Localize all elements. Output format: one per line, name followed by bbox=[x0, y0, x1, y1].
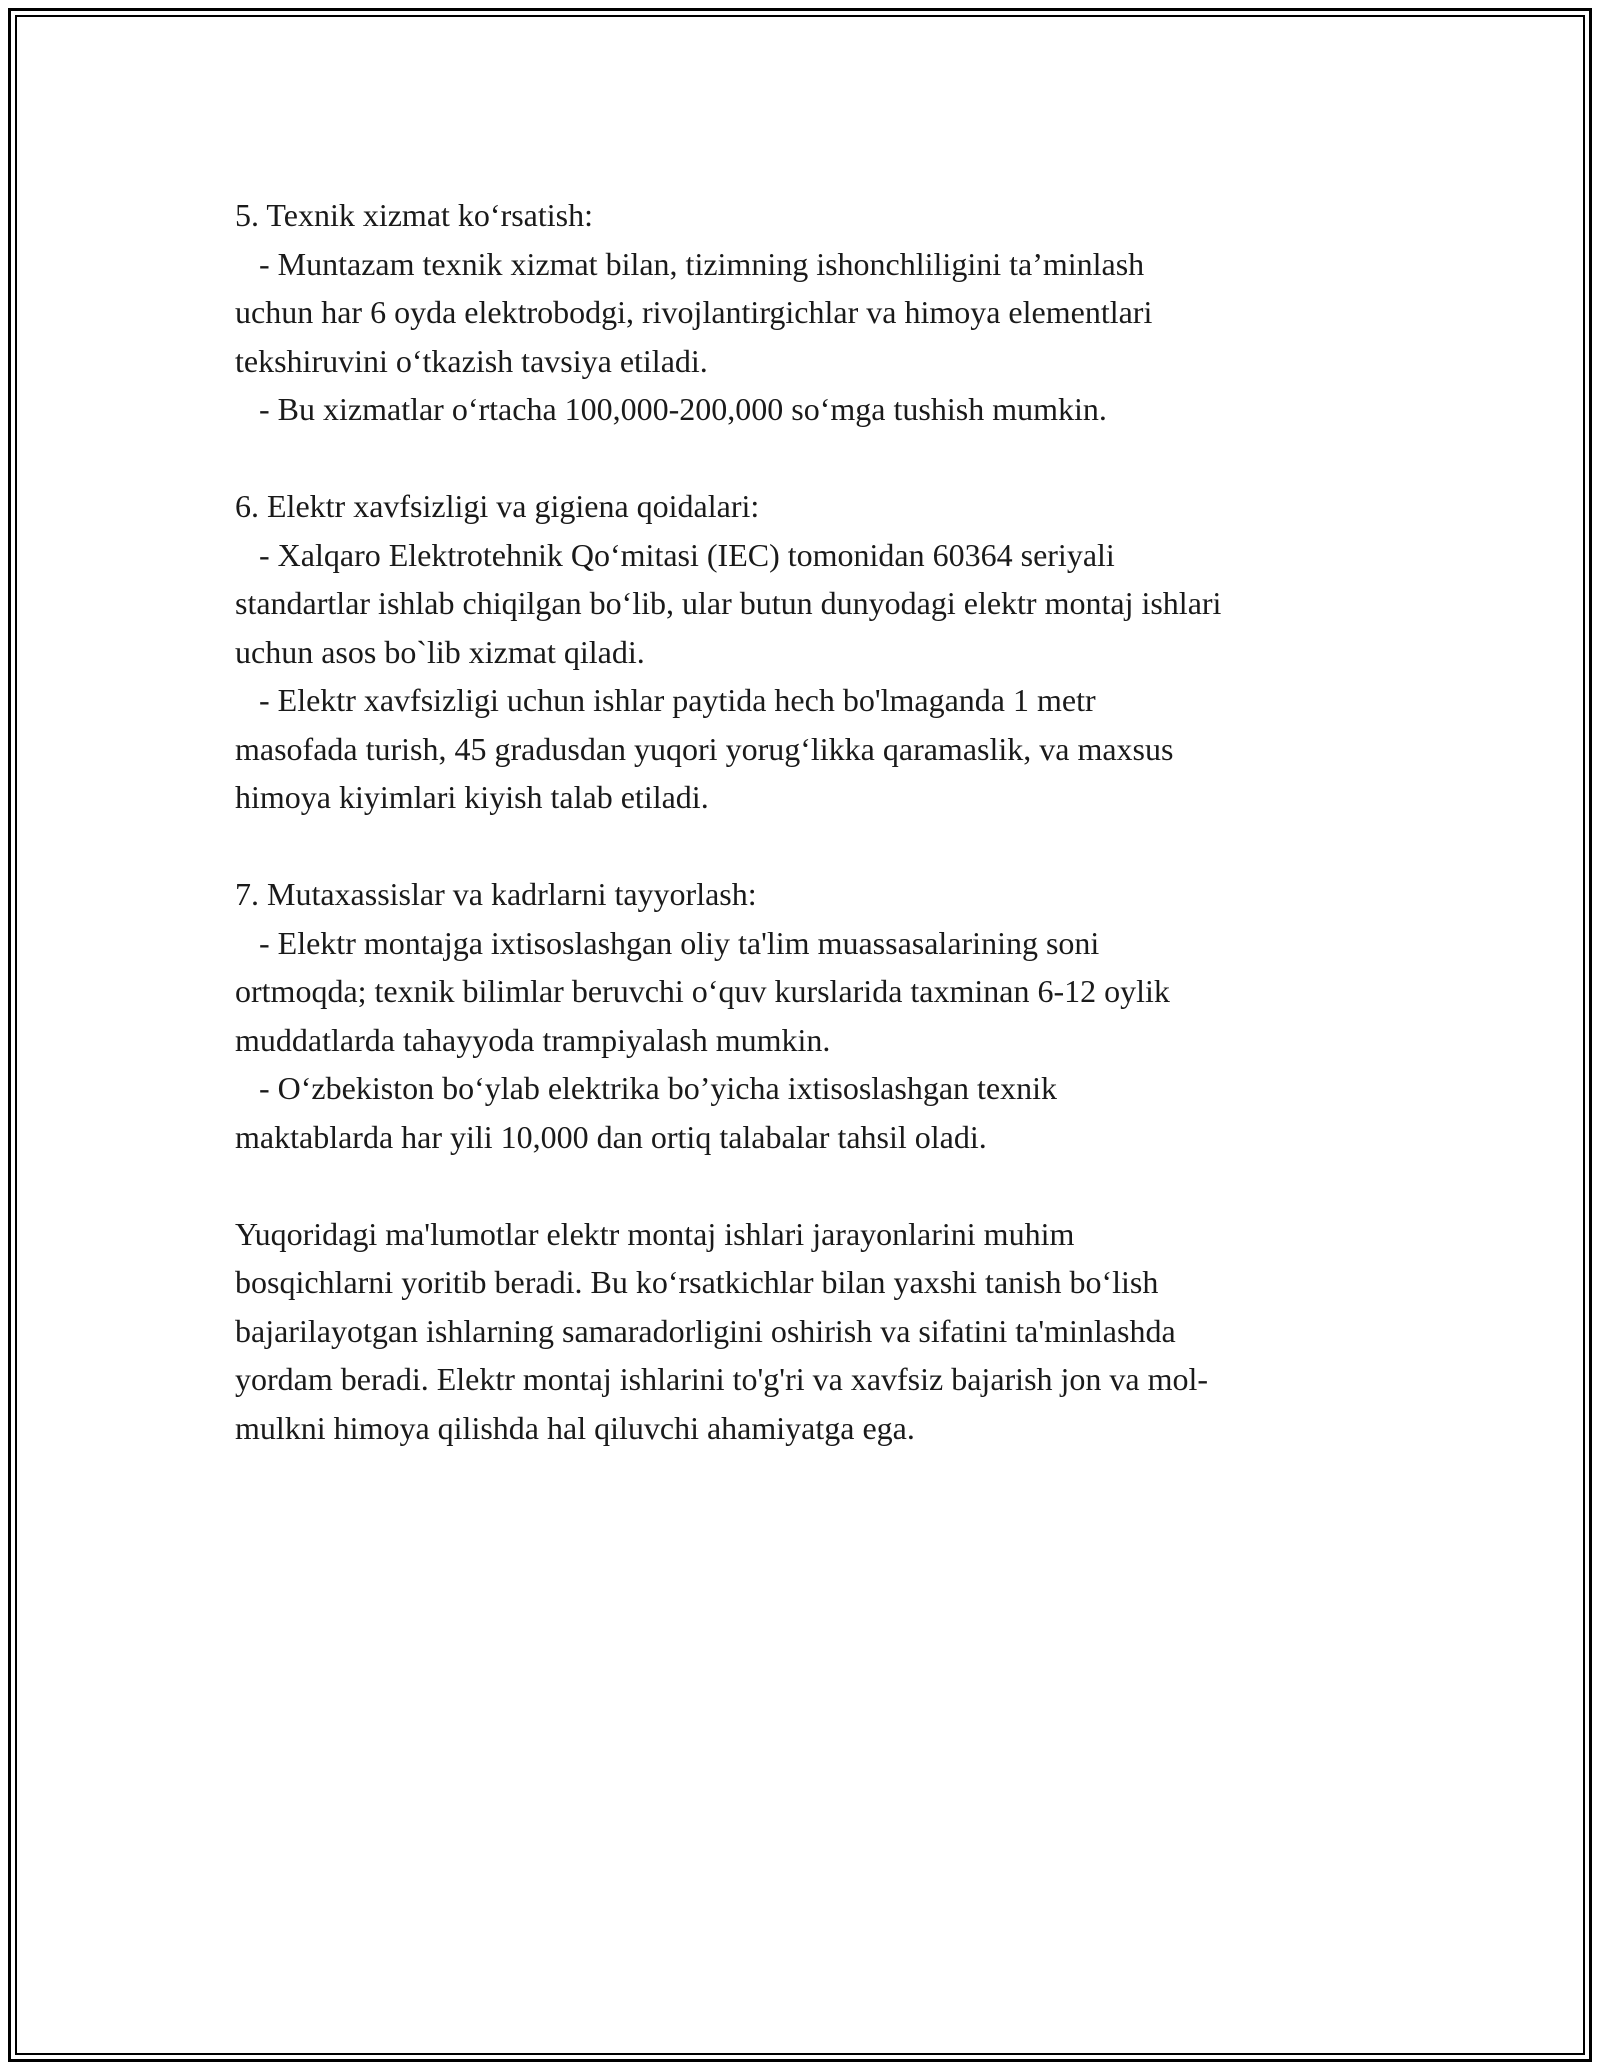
section-line: uchun har 6 oyda elektrobodgi, rivojlantirgichlar va himoya elementlari bbox=[235, 294, 1153, 330]
section-technical-maintenance bbox=[235, 191, 1385, 434]
section-line: - Bu xizmatlar o‘rtacha 100,000-200,000 so‘mga tushish mumkin. bbox=[235, 391, 1107, 427]
section-heading: 5. Texnik xizmat ko‘rsatish: bbox=[235, 197, 593, 233]
section-line: uchun asos bo`lib xizmat qiladi. bbox=[235, 633, 645, 670]
section-line: - Elektr montajga ixtisoslashgan oliy ta'lim muassasalarining soni bbox=[235, 924, 1100, 961]
conclusion-line: bosqichlarni yoritib beradi. Bu ko‘rsatkichlar bilan yaxshi tanish bo‘lish bbox=[235, 1264, 1159, 1300]
section-line: - O‘zbekiston bo‘ylab elektrika bo’yicha ixtisoslashgan texnik bbox=[235, 1070, 1058, 1106]
section-line: - Elektr xavfsizligi uchun ishlar paytida hech bo'lmaganda 1 metr bbox=[235, 682, 1096, 718]
section-specialist-training bbox=[235, 870, 1385, 1161]
section-line: ortmoqda; texnik bilimlar beruvchi o‘quv kurslarida taxminan 6-12 oylik bbox=[235, 973, 1170, 1009]
conclusion-line: mulkni himoya qilishda hal qiluvchi ahamiyatga ega. bbox=[235, 1409, 915, 1446]
conclusion-line: yordam beradi. Elektr montaj ishlarini to'g'ri va xavfsiz bajarish jon va mol- bbox=[235, 1361, 1209, 1397]
section-line: masofada turish, 45 gradusdan yuqori yorug‘likka qaramaslik, va maxsus bbox=[235, 730, 1174, 767]
conclusion-paragraph bbox=[235, 1210, 1385, 1453]
section-line: - Xalqaro Elektrotehnik Qo‘mitasi (IEC) tomonidan 60364 seriyali bbox=[235, 536, 1115, 573]
section-line: muddatlarda tahayyoda trampiyalash mumkin. bbox=[235, 1021, 831, 1058]
conclusion-line: bajarilayotgan ishlarning samaradorligini oshirish va sifatini ta'minlashda bbox=[235, 1312, 1176, 1349]
section-line: tekshiruvini o‘tkazish tavsiya etiladi. bbox=[235, 342, 708, 379]
document-body bbox=[235, 191, 1385, 1501]
section-line: standartlar ishlab chiqilgan bo‘lib, ular butun dunyodagi elektr montaj ishlari bbox=[235, 585, 1222, 621]
section-line: himoya kiyimlari kiyish talab etiladi. bbox=[235, 779, 709, 815]
section-heading: 6. Elektr xavfsizligi va gigiena qoidalari: bbox=[235, 488, 760, 524]
section-line: maktablarda har yili 10,000 dan ortiq talabalar tahsil oladi. bbox=[235, 1118, 987, 1155]
conclusion-line: Yuqoridagi ma'lumotlar elektr montaj ishlari jarayonlarini muhim bbox=[235, 1215, 1075, 1252]
section-heading: 7. Mutaxassislar va kadrlarni tayyorlash: bbox=[235, 876, 757, 912]
section-line: - Muntazam texnik xizmat bilan, tizimning ishonchliligini ta’minlash bbox=[235, 245, 1145, 282]
section-electrical-safety bbox=[235, 482, 1385, 822]
